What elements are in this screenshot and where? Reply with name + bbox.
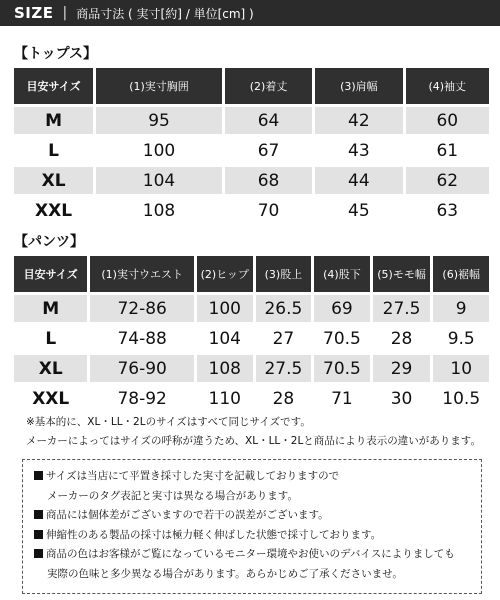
square-bullet-icon [34, 530, 43, 539]
notice-text: メーカーのタグ表記と実寸は異なる場合があります。 [47, 489, 298, 502]
value-cell: 70 [225, 197, 312, 224]
notice-text: サイズは当店にて平置き採寸した実寸を記載しておりますので [46, 470, 340, 482]
header-cell: (1)実寸ウエスト [90, 256, 193, 292]
value-cell: 100 [96, 137, 222, 164]
value-cell: 72-86 [90, 295, 193, 322]
value-cell: 10 [433, 355, 489, 382]
header-cell: (3)股上 [256, 256, 312, 292]
size-cell: XL [14, 167, 93, 194]
value-cell: 63 [406, 197, 489, 224]
header-cell: 目安サイズ [14, 256, 87, 292]
header-cell: 目安サイズ [14, 68, 93, 104]
pants-size-table [11, 253, 492, 415]
value-cell: 42 [315, 107, 402, 134]
tops-section-title: 【トップス】 [14, 46, 98, 62]
table-header-row [14, 256, 489, 292]
value-cell: 71 [314, 385, 370, 412]
value-cell: 78-92 [90, 385, 193, 412]
notice-line [34, 506, 481, 526]
value-cell: 67 [225, 137, 312, 164]
value-cell: 10.5 [433, 385, 489, 412]
value-cell: 9.5 [433, 325, 489, 352]
value-cell: 70.5 [314, 325, 370, 352]
notice-text: 商品には個体差がございますので若干の誤差がございます。 [46, 509, 329, 521]
size-cell: L [14, 325, 87, 352]
pants-section-title: 【パンツ】 [14, 234, 84, 250]
table-row [14, 107, 489, 134]
table-row [14, 325, 489, 352]
size-cell: L [14, 137, 93, 164]
value-cell: 27.5 [373, 295, 431, 322]
size-cell: M [14, 107, 93, 134]
square-bullet-icon [34, 549, 43, 558]
value-cell: 100 [197, 295, 253, 322]
value-cell: 70.5 [314, 355, 370, 382]
note-line: ※基本的に、XL・LL・2Lのサイズはすべて同じサイズです。 [26, 416, 311, 428]
header-cell: (4)袖丈 [406, 68, 489, 104]
table-row [14, 167, 489, 194]
value-cell: 108 [96, 197, 222, 224]
value-cell: 108 [197, 355, 253, 382]
size-label: SIZE [14, 4, 54, 22]
notice-line [34, 565, 481, 585]
size-cell: XL [14, 355, 87, 382]
table-row [14, 295, 489, 322]
value-cell: 76-90 [90, 355, 193, 382]
value-cell: 61 [406, 137, 489, 164]
value-cell: 27.5 [256, 355, 312, 382]
notice-line [34, 467, 481, 487]
value-cell: 104 [96, 167, 222, 194]
square-bullet-icon [34, 510, 43, 519]
value-cell: 74-88 [90, 325, 193, 352]
notice-line [34, 526, 481, 546]
notice-line [34, 545, 481, 565]
header-cell: (4)股下 [314, 256, 370, 292]
size-cell: XXL [14, 385, 87, 412]
table-row [14, 197, 489, 224]
square-bullet-icon [34, 471, 43, 480]
table-row [14, 137, 489, 164]
table-header-row [14, 68, 489, 104]
value-cell: 69 [314, 295, 370, 322]
value-cell: 62 [406, 167, 489, 194]
value-cell: 44 [315, 167, 402, 194]
value-cell: 27 [256, 325, 312, 352]
notice-box [22, 459, 482, 594]
header-cell: (1)実寸胸囲 [96, 68, 222, 104]
header-cell: (2)着丈 [225, 68, 312, 104]
notice-line [34, 487, 481, 507]
value-cell: 68 [225, 167, 312, 194]
value-cell: 29 [373, 355, 431, 382]
table-row [14, 385, 489, 412]
value-cell: 28 [373, 325, 431, 352]
note-line: メーカーによってはサイズの呼称が違うため、XL・LL・2Lと商品により表示の違いがあります。 [26, 435, 481, 447]
value-cell: 30 [373, 385, 431, 412]
value-cell: 45 [315, 197, 402, 224]
value-cell: 104 [197, 325, 253, 352]
value-cell: 28 [256, 385, 312, 412]
value-cell: 64 [225, 107, 312, 134]
size-cell: M [14, 295, 87, 322]
size-notes [26, 413, 481, 451]
value-cell: 43 [315, 137, 402, 164]
value-cell: 9 [433, 295, 489, 322]
value-cell: 95 [96, 107, 222, 134]
header-subtitle: 商品寸法 ( 実寸[約] / 単位[cm] ) [76, 6, 254, 21]
value-cell: 110 [197, 385, 253, 412]
size-cell: XXL [14, 197, 93, 224]
header-cell: (5)モモ幅 [373, 256, 431, 292]
tops-size-table [11, 65, 492, 227]
value-cell: 26.5 [256, 295, 312, 322]
table-row [14, 355, 489, 382]
notice-text: 商品の色はお客様がご覧になっているモニター環境やお使いのデバイスによりましても [46, 548, 455, 560]
header-cell: (2)ヒップ [197, 256, 253, 292]
notice-text: 実際の色味と多少異なる場合があります。あらかじめご了承くださいませ。 [47, 567, 403, 580]
value-cell: 60 [406, 107, 489, 134]
header-cell: (6)裾幅 [433, 256, 489, 292]
notice-text: 伸縮性のある製品の採寸は極力軽く伸ばした状態で採寸しております。 [46, 528, 382, 541]
header-cell: (3)肩幅 [315, 68, 402, 104]
size-header-bar [0, 0, 500, 26]
header-separator: | [62, 5, 68, 21]
